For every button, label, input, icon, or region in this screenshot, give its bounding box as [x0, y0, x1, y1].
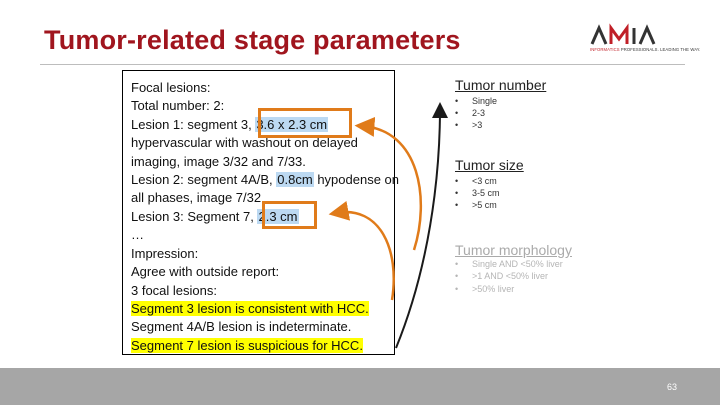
orange-arrow — [336, 212, 394, 300]
impression-line: Segment 4A/B lesion is indeterminate. — [131, 319, 352, 334]
bullet-item: • >5 cm — [455, 200, 497, 210]
page-title: Tumor-related stage parameters — [44, 25, 461, 55]
category-heading-tumor-size: Tumor size — [455, 157, 524, 173]
impression-line: Segment 7 lesion is suspicious for HCC. — [131, 338, 363, 353]
footer-bar — [0, 368, 720, 405]
lesion-1-size: 3.6 x 2.3 cm — [256, 117, 328, 132]
report-line: all phases, image 7/32 — [131, 190, 262, 205]
report-line: Agree with outside report: — [131, 264, 280, 279]
bullet-item: • Single AND <50% liver — [455, 259, 563, 269]
lesion-3-size: 2.3 cm — [258, 209, 298, 224]
bullet-item: • >1 AND <50% liver — [455, 271, 549, 281]
report-line: Total number: 2: — [131, 98, 225, 113]
report-line: hypervascular with washout on delayed — [131, 135, 358, 150]
report-line: Lesion 1: segment 3, 3.6 x 2.3 cm — [131, 117, 328, 132]
bullet-item: • 2-3 — [455, 108, 486, 118]
report-line: Lesion 3: Segment 7, 2.3 cm — [131, 209, 298, 224]
report-line: 3 focal lesions: — [131, 283, 217, 298]
bullet-item: • >3 — [455, 120, 483, 130]
category-heading-tumor-morphology: Tumor morphology — [455, 242, 572, 258]
page-number: 63 — [666, 382, 677, 392]
bullet-item: • >50% liver — [455, 284, 515, 294]
orange-arrow — [362, 126, 421, 250]
logo-tagline: INFORMATICS PROFESSIONALS. LEADING THE WAY. — [590, 47, 701, 52]
report-line: Focal lesions: — [131, 80, 211, 95]
bullet-item: • 3-5 cm — [455, 188, 500, 198]
category-heading-tumor-number: Tumor number — [455, 77, 547, 93]
lesion-2-size: 0.8cm — [277, 172, 313, 187]
bullet-item: • Single — [455, 96, 498, 106]
report-line: … — [131, 227, 144, 242]
impression-line: Segment 3 lesion is consistent with HCC. — [131, 301, 369, 316]
report-line: Lesion 2: segment 4A/B, 0.8cm hypodense on — [131, 172, 399, 187]
report-line: imaging, image 3/32 and 7/33. — [131, 154, 306, 169]
bullet-item: • <3 cm — [455, 176, 497, 186]
report-line: Impression: — [131, 246, 199, 261]
